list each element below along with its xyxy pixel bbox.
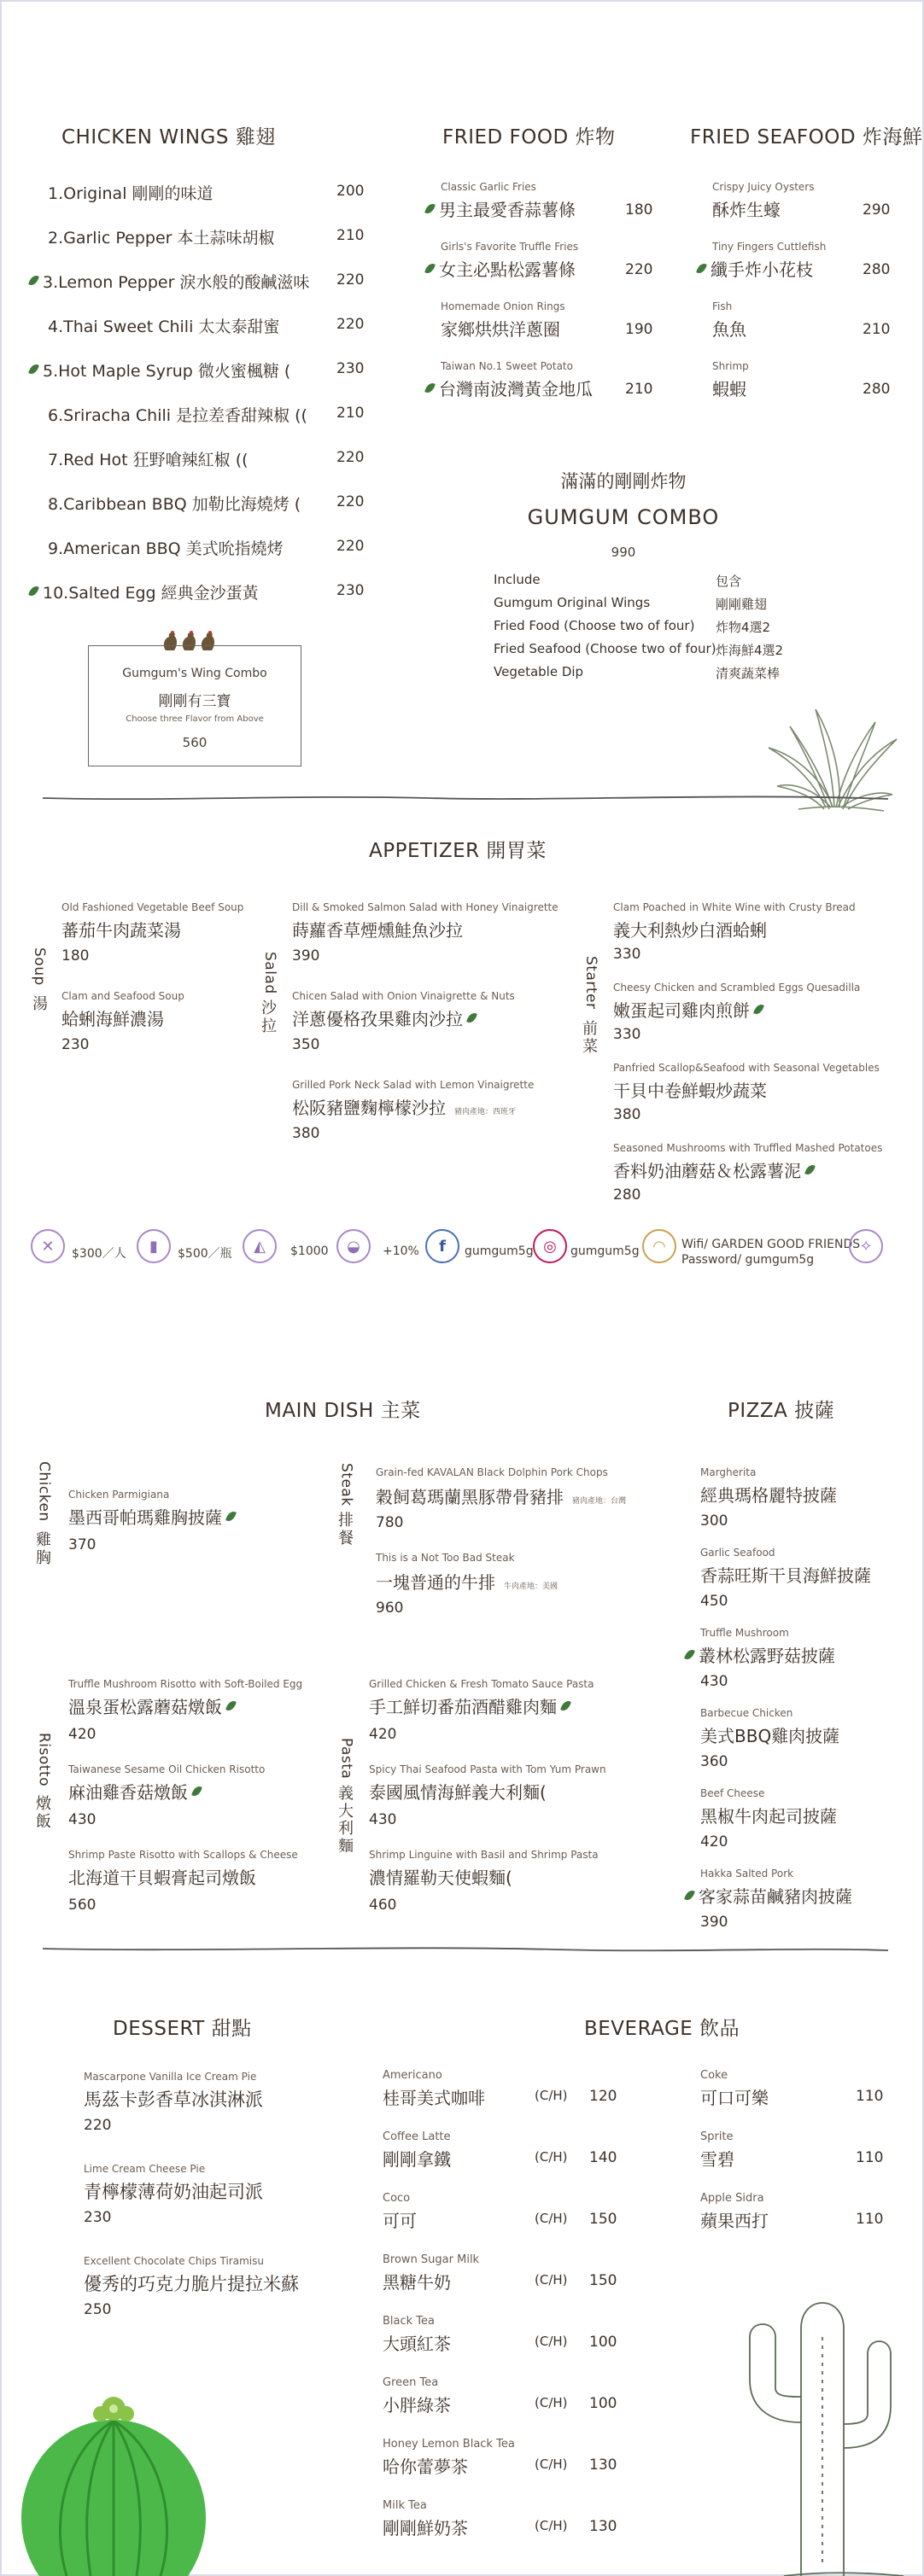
item-zh-row: [376, 1569, 558, 1594]
risotto-label-en: Risotto: [35, 1733, 53, 1787]
origin-note: 豬肉產地：台灣: [572, 1497, 627, 1506]
combo-row-en: Fried Seafood (Choose two of four): [494, 641, 716, 656]
beverage-price: 150: [589, 2211, 617, 2228]
item-zh-name: 手工鮮切番茄酒醋雞肉麵: [369, 1697, 557, 1717]
starter-label-en: Starter: [582, 956, 599, 1010]
item-en-name: This is a Not Too Bad Steak: [376, 1552, 515, 1564]
wing-item-price: 220: [336, 449, 365, 466]
item-en-name: Margherita: [700, 1466, 757, 1478]
item-zh-row: [369, 1693, 571, 1718]
risotto-label-zh: 燉飯: [36, 1795, 51, 1831]
section-divider: [43, 790, 888, 807]
item-zh-name: 家鄉烘烘洋蔥圈: [441, 319, 560, 340]
beverage-cold-hot: (C/H): [535, 2457, 568, 2472]
wing-item-price: 220: [336, 538, 365, 555]
salad-label: [261, 952, 278, 994]
vegetarian-leaf-icon: [29, 363, 39, 376]
item-zh-name: 濃情羅勒天使蝦麵(: [369, 1868, 512, 1888]
item-en-name: Clam and Seafood Soup: [61, 990, 184, 1002]
item-zh-name: 干貝中卷鮮蝦炒蔬菜: [613, 1081, 767, 1101]
item-en-name: Truffle Mushroom: [700, 1627, 789, 1639]
vegetarian-leaf-icon: [226, 1510, 237, 1524]
wing-item-price: 210: [336, 227, 365, 244]
item-zh-row: [292, 917, 463, 941]
item-zh-row: [84, 2270, 299, 2296]
item-zh-name: 一塊普通的牛排: [376, 1572, 495, 1593]
item-zh-row: [84, 2086, 263, 2112]
item-zh-row: [700, 1482, 837, 1507]
item-zh-row: [68, 1864, 256, 1889]
item-en-name: Chicken Parmigiana: [68, 1489, 170, 1501]
wing-item: [29, 580, 259, 603]
beverage-price: 150: [589, 2272, 617, 2289]
info-bar-text: Password/ gumgum5g: [681, 1253, 815, 1267]
item-price: 220: [84, 2117, 112, 2134]
item-en-name: Barbecue Chicken: [700, 1707, 793, 1719]
beverage-cold-hot: (C/H): [535, 2272, 568, 2288]
item-price: 300: [700, 1512, 728, 1530]
item-price: 380: [613, 1106, 641, 1123]
item-zh-row: [61, 917, 181, 941]
item-en-name: Crispy Juicy Oysters: [712, 181, 815, 193]
item-zh-name: 酥炸生蠔: [712, 200, 781, 220]
wing-item-price: 220: [336, 271, 365, 288]
starter-label: [582, 956, 599, 1009]
item-en-name: Dill & Smoked Salmon Salad with Honey Vinaigrette: [292, 901, 558, 913]
wing-item: [48, 403, 307, 426]
wing-item-name: 4.Thai Sweet Chili 太太泰甜蜜: [48, 318, 280, 336]
item-en-name: Old Fashioned Vegetable Beef Soup: [61, 901, 244, 913]
beverage-cold-hot: (C/H): [535, 2334, 568, 2349]
item-en-name: Mascarpone Vanilla Ice Cream Pie: [84, 2071, 257, 2083]
wing-item-name: 2.Garlic Pepper 本土蒜味胡椒: [48, 229, 275, 248]
dessert-title: DESSERT 甜點: [113, 2018, 252, 2040]
vegetarian-leaf-icon: [754, 1003, 764, 1017]
item-zh-row: [613, 917, 767, 941]
item-en-name: Beef Cheese: [700, 1787, 765, 1799]
wing-item-name: 1.Original 剛剛的味道: [48, 184, 213, 203]
item-en-name: Cheesy Chicken and Scrambled Eggs Quesadilla: [613, 982, 861, 994]
item-zh-row: [685, 1883, 852, 1908]
item-price: 210: [625, 381, 653, 398]
wing-item-name: 10.Salted Egg 經典金沙蛋黃: [43, 584, 259, 603]
item-en-name: Shrimp: [712, 360, 749, 372]
steak-label-en: Steak: [337, 1463, 355, 1507]
fried-food-title: FRIED FOOD 炸物: [442, 126, 616, 149]
vegetarian-leaf-icon: [685, 1648, 695, 1662]
beverage-zh-name: 可可: [383, 2211, 417, 2231]
item-en-name: Fish: [712, 300, 733, 312]
vegetarian-leaf-icon: [29, 274, 39, 288]
wing-item-price: 220: [336, 316, 365, 333]
beverage-zh-name: 黑糖牛奶: [383, 2272, 451, 2293]
item-zh-name: 蕃茄牛肉蔬菜湯: [61, 920, 181, 941]
vegetarian-leaf-icon: [29, 585, 39, 598]
item-en-name: Excellent Chocolate Chips Tiramisu: [84, 2255, 264, 2267]
item-zh-name: 墨西哥帕瑪雞胸披薩: [68, 1507, 222, 1528]
item-price: 420: [369, 1726, 397, 1743]
combo-zh-title: 滿滿的剛剛炸物: [560, 471, 687, 492]
item-zh-row: [613, 997, 764, 1022]
item-en-name: Tiny Fingers Cuttlefish: [712, 241, 827, 253]
item-en-name: Grilled Pork Neck Salad with Lemon Vinaigrette: [292, 1079, 535, 1091]
wing-item-name: 8.Caribbean BBQ 加勒比海燒烤 (: [48, 495, 301, 514]
wing-combo-zh: 剛剛有三寶: [158, 693, 231, 710]
chicken-label-en: Chicken: [35, 1461, 53, 1522]
item-zh-name: 泰國風情海鮮義大利麵(: [369, 1782, 547, 1803]
item-price: 370: [68, 1536, 96, 1553]
wing-item: [48, 536, 284, 559]
combo-row-zh: 炸海鮮4選2: [716, 643, 784, 658]
info-bar-text: +10%: [383, 1244, 419, 1258]
combo-en-title: GUMGUM COMBO: [527, 505, 720, 529]
item-zh-name: 蝦蝦: [712, 379, 746, 399]
combo-price: 990: [611, 545, 636, 560]
item-price: 780: [376, 1514, 404, 1531]
item-zh-name: 香料奶油蘑菇＆松露薯泥: [613, 1161, 801, 1181]
starter-label-zh: 前菜: [582, 1020, 598, 1056]
item-zh-row: [68, 1693, 237, 1718]
chicken-label-zh: 雞胸: [36, 1531, 51, 1567]
item-en-name: Homemade Onion Rings: [441, 300, 565, 312]
salad-label-zh: 沙拉: [261, 1000, 277, 1035]
item-zh-name: 女主必點松露薯條: [439, 259, 576, 280]
item-zh-name: 馬茲卡彭香草冰淇淋派: [84, 2089, 263, 2110]
pasta-label-en: Pasta: [337, 1738, 355, 1780]
beverage-en-name: Coffee Latte: [383, 2130, 451, 2143]
item-zh-row: [425, 256, 576, 281]
item-en-name: Shrimp Linguine with Basil and Shrimp Pasta: [369, 1849, 599, 1861]
beverage-en-name: Coke: [700, 2069, 728, 2082]
item-zh-row: [61, 1005, 164, 1030]
combo-row-zh: 清爽蔬菜棒: [716, 666, 781, 681]
beverage-zh-name: 小胖綠茶: [383, 2395, 451, 2416]
beverage-price: 140: [589, 2149, 617, 2166]
item-zh-row: [697, 256, 813, 281]
beverage-zh-name: 大頭紅茶: [383, 2334, 451, 2354]
item-zh-row: [292, 1005, 477, 1030]
vegetarian-leaf-icon: [561, 1699, 571, 1713]
wing-item-name: 6.Sriracha Chili 是拉差香甜辣椒 ((: [48, 406, 307, 425]
item-zh-name: 北海道干貝蝦膏起司燉飯: [68, 1868, 256, 1888]
item-zh-row: [613, 1077, 767, 1102]
item-en-name: Classic Garlic Fries: [441, 181, 536, 193]
combo-row-zh: 剛剛雞翅: [716, 597, 768, 612]
item-price: 210: [863, 321, 891, 338]
vegetarian-leaf-icon: [685, 1889, 695, 1903]
info-bar-text: Wifi/ GARDEN GOOD FRIENDS: [681, 1238, 861, 1251]
item-zh-name: 美式BBQ雞肉披薩: [700, 1726, 840, 1746]
vegetarian-leaf-icon: [192, 1785, 202, 1798]
item-en-name: Taiwan No.1 Sweet Potato: [441, 360, 573, 372]
item-en-name: Truffle Mushroom Risotto with Soft-Boiled Egg: [68, 1678, 303, 1690]
barrel-cactus-illustration: [15, 2390, 212, 2576]
wifi-icon: ◠: [642, 1229, 676, 1263]
cake-icon: ◭: [243, 1229, 277, 1263]
item-price: 230: [61, 1036, 90, 1053]
item-zh-row: [700, 1722, 839, 1747]
soup-label-zh: 湯: [32, 995, 48, 1013]
item-price: 460: [369, 1897, 397, 1914]
vegetarian-leaf-icon: [697, 262, 707, 276]
item-price: 250: [84, 2301, 112, 2318]
wing-item: [48, 225, 274, 248]
item-zh-row: [425, 376, 593, 400]
wing-item: [48, 492, 301, 515]
section-divider: [43, 1942, 888, 1959]
beverage-en-name: Coco: [383, 2192, 411, 2205]
beverage-title: BEVERAGE 飲品: [584, 2018, 740, 2040]
item-price: 230: [84, 2209, 112, 2226]
soup-label-en: Soup: [30, 947, 48, 986]
item-zh-name: 洋蔥優格孜果雞肉沙拉: [292, 1009, 463, 1029]
item-en-name: Spicy Thai Seafood Pasta with Tom Yum Prawn: [369, 1763, 606, 1775]
vegetarian-leaf-icon: [467, 1011, 477, 1025]
wing-item: [29, 358, 290, 382]
item-price: 450: [700, 1593, 728, 1610]
item-en-name: Girls's Favorite Truffle Fries: [441, 241, 579, 253]
combo-row-en: Vegetable Dip: [494, 664, 584, 679]
beverage-en-name: Milk Tea: [383, 2499, 427, 2512]
salad-label-en: Salad: [260, 952, 278, 994]
item-zh-row: [685, 1642, 835, 1667]
item-zh-row: [68, 1504, 237, 1529]
item-price: 330: [613, 946, 641, 963]
item-price: 280: [863, 261, 891, 278]
item-zh-name: 優秀的巧克力脆片提拉米蘇: [84, 2274, 299, 2294]
item-zh-row: [369, 1779, 547, 1804]
item-zh-name: 穀飼葛瑪蘭黑豚帶骨豬排: [376, 1487, 564, 1507]
beverage-en-name: Green Tea: [383, 2376, 439, 2389]
item-en-name: Grain-fed KAVALAN Black Dolphin Pork Chops: [376, 1466, 608, 1478]
item-zh-name: 香蒜旺斯干貝海鮮披薩: [700, 1565, 871, 1586]
item-zh-name: 經典瑪格麗特披薩: [700, 1485, 837, 1506]
instagram-icon: ◎: [533, 1229, 567, 1263]
wing-item: [48, 181, 213, 204]
item-zh-row: [441, 316, 560, 341]
beverage-price: 130: [589, 2457, 617, 2474]
item-zh-name: 義大利熱炒白酒蛤蜊: [613, 920, 767, 941]
beverage-price: 110: [856, 2149, 884, 2166]
item-zh-row: [712, 376, 746, 400]
main-dish-title: MAIN DISH 主菜: [265, 1400, 421, 1422]
beverage-en-name: Apple Sidra: [700, 2192, 764, 2205]
wing-item: [48, 447, 249, 470]
item-zh-row: [712, 316, 746, 341]
item-zh-name: 魚魚: [712, 319, 746, 340]
vegetarian-leaf-icon: [226, 1699, 237, 1713]
beverage-cold-hot: (C/H): [535, 2211, 568, 2226]
combo-row-zh: 炸物4選2: [716, 620, 771, 635]
item-price: 420: [700, 1833, 728, 1850]
item-zh-name: 松阪豬鹽麴檸檬沙拉: [292, 1098, 446, 1118]
vegetarian-leaf-icon: [425, 382, 436, 395]
item-zh-name: 蛤蜊海鮮濃湯: [61, 1009, 164, 1029]
item-en-name: Shrimp Paste Risotto with Scallops & Cheese: [68, 1849, 298, 1861]
info-bar-text: $500／瓶: [178, 1247, 232, 1261]
vegetarian-leaf-icon: [425, 202, 436, 216]
combo-row-en: Gumgum Original Wings: [494, 595, 651, 610]
wing-item-name: 9.American BBQ 美式吮指燒烤: [48, 539, 284, 558]
item-en-name: Panfried Scallop&Seafood with Seasonal Vegetables: [613, 1062, 880, 1074]
item-zh-name: 溫泉蛋松露蘑菇燉飯: [68, 1697, 222, 1717]
beverage-en-name: Honey Lemon Black Tea: [383, 2438, 515, 2451]
item-zh-name: 嫩蛋起司雞肉煎餅: [613, 1000, 750, 1021]
item-zh-name: 台灣南波灣黃金地瓜: [439, 379, 593, 399]
item-zh-row: [84, 2178, 263, 2204]
wing-item-price: 230: [336, 360, 365, 377]
beverage-zh-name: 剛剛鮮奶茶: [383, 2518, 468, 2538]
wing-combo-en: Gumgum's Wing Combo: [122, 667, 267, 680]
item-en-name: Garlic Seafood: [700, 1547, 775, 1559]
item-zh-row: [700, 1562, 871, 1587]
wing-item-price: 230: [336, 582, 365, 599]
item-zh-row: [68, 1779, 202, 1804]
item-zh-row: [613, 1157, 816, 1182]
wing-item-price: 220: [336, 493, 365, 510]
item-en-name: Hakka Salted Pork: [700, 1868, 794, 1880]
origin-note: 牛肉產地：美國: [504, 1582, 558, 1591]
item-price: 430: [68, 1811, 96, 1828]
wing-item: [48, 314, 279, 337]
facebook-icon: f: [425, 1229, 459, 1263]
item-zh-name: 纖手炸小花枝: [711, 259, 813, 280]
item-en-name: Chicen Salad with Onion Vinaigrette & Nuts: [292, 990, 515, 1002]
item-price: 280: [863, 381, 891, 398]
beverage-price: 100: [589, 2334, 617, 2351]
wing-item-price: 210: [336, 405, 365, 422]
item-price: 290: [863, 201, 891, 219]
item-price: 430: [700, 1673, 728, 1690]
item-zh-row: [369, 1864, 512, 1889]
origin-note: 豬肉產地：西班牙: [454, 1108, 517, 1116]
item-price: 430: [369, 1811, 397, 1828]
beverage-cold-hot: (C/H): [535, 2088, 568, 2103]
beverage-price: 110: [856, 2211, 884, 2228]
pizza-title: PIZZA 披薩: [728, 1400, 835, 1422]
wing-item-name: 3.Lemon Pepper 淚水般的酸鹹滋味: [43, 273, 310, 292]
item-zh-row: [712, 196, 781, 221]
beverage-zh-name: 可口可樂: [700, 2088, 769, 2108]
beverage-zh-name: 蘋果西打: [700, 2211, 769, 2231]
item-zh-row: [292, 1094, 516, 1119]
info-bar-text: gumgum5g: [570, 1244, 640, 1258]
item-zh-name: 青檸檬薄荷奶油起司派: [84, 2182, 263, 2202]
item-zh-row: [376, 1483, 626, 1508]
item-price: 280: [613, 1186, 641, 1203]
item-zh-row: [700, 1803, 837, 1827]
combo-row-en: Include: [494, 572, 541, 587]
item-price: 390: [700, 1914, 728, 1931]
info-bar-text: gumgum5g: [465, 1244, 534, 1258]
item-en-name: Lime Cream Cheese Pie: [84, 2163, 206, 2175]
chicken-wings-title: CHICKEN WINGS 雞翅: [61, 126, 276, 149]
beverage-cold-hot: (C/H): [535, 2395, 568, 2410]
beverage-cold-hot: (C/H): [535, 2518, 568, 2533]
wifi-password-icon: ✧: [849, 1229, 883, 1263]
item-zh-name: 客家蒜苗鹹豬肉披薩: [699, 1886, 852, 1907]
combo-row-en: Fried Food (Choose two of four): [494, 618, 695, 633]
beverage-en-name: Americano: [383, 2069, 442, 2082]
item-price: 380: [292, 1125, 320, 1142]
beverage-en-name: Black Tea: [383, 2315, 436, 2328]
beverage-en-name: Sprite: [700, 2130, 734, 2143]
beverage-zh-name: 桂哥美式咖啡: [383, 2088, 485, 2108]
item-price: 960: [376, 1600, 404, 1617]
item-price: 350: [292, 1036, 320, 1053]
item-zh-name: 麻油雞香菇燉飯: [68, 1782, 188, 1803]
item-price: 560: [68, 1897, 96, 1914]
info-bar-text: $1000: [290, 1244, 329, 1258]
beverage-price: 110: [856, 2088, 884, 2105]
item-zh-name: 蒔蘿香草煙燻鮭魚沙拉: [292, 920, 463, 941]
combo-row-zh: 包含: [716, 574, 742, 589]
info-bar-text: $300／人: [72, 1247, 126, 1261]
beverage-en-name: Brown Sugar Milk: [383, 2253, 480, 2266]
beverage-zh-name: 剛剛拿鐵: [383, 2149, 451, 2170]
wing-item-name: 7.Red Hot 狂野嗆辣紅椒 ((: [48, 451, 249, 469]
steak-label-zh: 排餐: [338, 1512, 354, 1547]
item-price: 190: [625, 321, 653, 338]
wing-item: [29, 270, 309, 293]
service-bell-icon: ◒: [336, 1229, 371, 1263]
item-price: 180: [625, 201, 653, 219]
item-zh-name: 男主最愛香蒜薯條: [439, 200, 576, 220]
beverage-zh-name: 哈你蕾夢茶: [383, 2457, 468, 2477]
utensils-icon: ✕: [31, 1229, 65, 1263]
wing-combo-price: 560: [182, 735, 208, 750]
item-price: 180: [61, 947, 90, 965]
fried-seafood-title: FRIED SEAFOOD 炸海鮮: [690, 126, 923, 149]
vegetarian-leaf-icon: [425, 262, 436, 276]
soup-label: [31, 947, 48, 986]
beverage-price: 120: [589, 2088, 617, 2105]
beverage-zh-name: 雪碧: [700, 2149, 734, 2170]
item-price: 420: [68, 1726, 96, 1743]
bottle-icon: ▮: [137, 1229, 171, 1263]
appetizer-title: APPETIZER 開胃菜: [369, 840, 547, 862]
item-en-name: Taiwanese Sesame Oil Chicken Risotto: [68, 1763, 266, 1775]
beverage-cold-hot: (C/H): [535, 2149, 568, 2165]
beverage-price: 130: [589, 2518, 617, 2535]
item-en-name: Clam Poached in White Wine with Crusty Bread: [613, 901, 856, 913]
item-zh-name: 叢林松露野菇披薩: [699, 1646, 835, 1666]
item-price: 220: [625, 261, 653, 278]
item-en-name: Grilled Chicken & Fresh Tomato Sauce Pasta: [369, 1678, 594, 1690]
item-zh-row: [425, 196, 576, 221]
wing-item-price: 200: [336, 183, 365, 200]
wing-item-name: 5.Hot Maple Syrup 微火蜜楓糖 (: [43, 362, 291, 381]
saguaro-cactus-illustration: [716, 2277, 921, 2576]
vegetarian-leaf-icon: [805, 1163, 816, 1177]
wing-combo-note: Choose three Flavor from Above: [126, 714, 264, 724]
pasta-label-zh: 義大利麵: [338, 1785, 354, 1856]
beverage-price: 100: [589, 2395, 617, 2412]
wing-combo-box: [88, 645, 301, 766]
item-price: 360: [700, 1753, 728, 1770]
item-price: 330: [613, 1026, 641, 1043]
item-price: 390: [292, 947, 320, 965]
item-zh-name: 黑椒牛肉起司披薩: [700, 1806, 837, 1827]
item-en-name: Seasoned Mushrooms with Truffled Mashed Potatoes: [613, 1142, 883, 1154]
